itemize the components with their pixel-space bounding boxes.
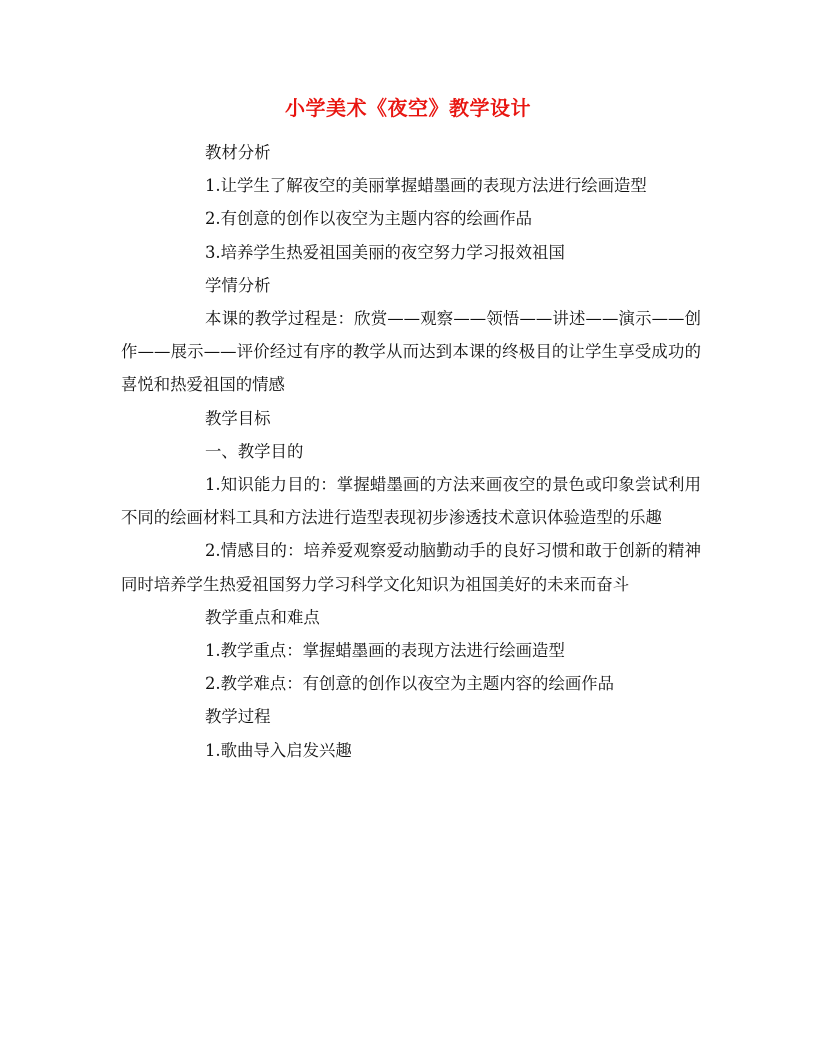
section-heading-teaching-process: 教学过程 <box>205 707 271 727</box>
section-heading-key-points: 教学重点和难点 <box>205 607 320 627</box>
paragraph: 本课的教学过程是：欣赏——观察——领悟——讲述——演示——创作——展示——评价经过有序的教学从而达到本课的终极目的让学生享受成功的喜悦和热爱祖国的情感 <box>121 309 701 395</box>
paragraph: 1.知识能力目的：掌握蜡墨画的方法来画夜空的景色或印象尝试利用不同的绘画材料工具和方法进行造型表现初步渗透技术意识体验造型的乐趣 <box>121 475 701 528</box>
paragraph: 2.有创意的创作以夜空为主题内容的绘画作品 <box>205 209 533 229</box>
paragraph: 3.培养学生热爱祖国美丽的夜空努力学习报效祖国 <box>205 242 565 262</box>
section-heading-textbook-analysis: 教材分析 <box>205 143 271 162</box>
subheading-teaching-purpose: 一、教学目的 <box>205 441 304 461</box>
paragraph: 2.教学难点：有创意的创作以夜空为主题内容的绘画作品 <box>205 674 615 694</box>
paragraph: 2.情感目的：培养爱观察爱动脑勤动手的良好习惯和敢于创新的精神同时培养学生热爱祖国努力学习科学文化知识为祖国美好的未来而奋斗 <box>121 541 701 594</box>
document-body <box>121 136 701 767</box>
document-title: 小学美术《夜空》教学设计 <box>285 96 531 120</box>
paragraph: 1.让学生了解夜空的美丽掌握蜡墨画的表现方法进行绘画造型 <box>205 176 647 196</box>
paragraph: 1.教学重点：掌握蜡墨画的表现方法进行绘画造型 <box>205 641 565 661</box>
section-heading-teaching-goals: 教学目标 <box>205 408 271 428</box>
section-heading-learning-analysis: 学情分析 <box>205 275 271 295</box>
paragraph: 1.歌曲导入启发兴趣 <box>205 740 352 760</box>
